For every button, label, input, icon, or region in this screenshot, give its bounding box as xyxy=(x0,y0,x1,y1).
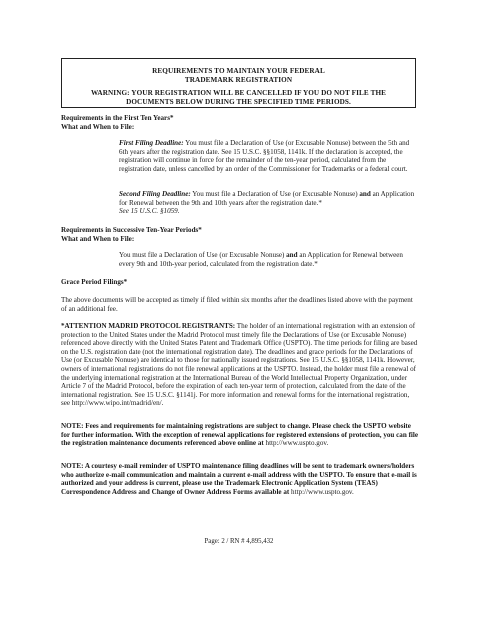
madrid-text: The holder of an international registration with an extension of protection to the United States under the Madrid Protocol must timely file the Declarations of Use (or Excusable Nonuse) referenced above directly with the United States Patent and Trademark Office (USPTO). The time periods for filing are based on the U.S. registration date (not the international registration date). The deadlines and grace periods for the Declarations of Use (or Excusable Nonuse) are identical to those for nationally issued registrations. See 15 U.S.C. §§1058, 1141k. However, owners of international registrations do not file renewal applications at the USPTO. Instead, the holder must file a renewal of the underlying international registration at the International Bureau of the World Intellectual Property Organization, under Article 7 of the Madrid Protocol, before the expiration of each ten-year term of protection, calculated from the date of the international registration. See 15 U.S.C. §1141j. For more information and renewal forms for the international registration, see http://www.wipo.int/madrid/en/. xyxy=(61,322,418,408)
heading-what-when-1: What and When to File: xyxy=(61,122,135,131)
heading-what-when-2: What and When to File: xyxy=(61,234,135,243)
successive-and: and xyxy=(286,251,298,259)
grace-heading-block xyxy=(61,278,421,287)
successive-text-b: an Application for Renewal between every 9th and 10th-year period, calculated from the registration date.* xyxy=(119,251,403,268)
heading-successive: Requirements in Successive Ten-Year Periods* xyxy=(61,226,202,234)
warning-box xyxy=(61,58,416,108)
note-email-paragraph xyxy=(61,462,419,496)
heading-grace: Grace Period Filings* xyxy=(61,278,128,286)
second-filing-text-b: an Application for Renewal between the 9th and 10th years after the registration date.* xyxy=(119,190,415,207)
grace-paragraph: The above documents will be accepted as timely if filed within six months after the deadlines listed above with the payment of an additional fee. xyxy=(61,296,413,313)
note-fees-paragraph xyxy=(61,422,419,448)
page-footer: Page: 2 / RN # 4,895,432 xyxy=(204,538,274,545)
successive-text-a: You must file a Declaration of Use (or Excusable Nonuse) xyxy=(119,251,287,259)
note-fees-text: NOTE: Fees and requirements for maintaining registrations are subject to change. Please check the USPTO website for further information. With the exception of renewal applications for registered extensions of protection, you can file the registration maintenance documents referenced above online at xyxy=(61,422,419,448)
heading-first-ten-years: Requirements in the First Ten Years* xyxy=(61,114,174,122)
first-filing-label: First Filing Deadline: xyxy=(119,139,184,147)
box-title-line1: REQUIREMENTS TO MAINTAIN YOUR FEDERAL xyxy=(152,67,325,75)
second-filing-paragraph xyxy=(119,190,419,216)
first-filing-paragraph xyxy=(119,139,419,173)
note-fees-link[interactable]: http://www.uspto.gov. xyxy=(265,439,329,448)
box-warning-line1: WARNING: YOUR REGISTRATION WILL BE CANCELLED IF YOU DO NOT FILE THE xyxy=(90,89,387,97)
second-filing-text-a: You must file a Declaration of Use (or Excusable Nonuse) xyxy=(190,190,360,198)
box-title-line2: TRADEMARK REGISTRATION xyxy=(184,76,293,84)
second-filing-label: Second Filing Deadline: xyxy=(119,190,191,198)
second-filing-cite: See 15 U.S.C. §1059. xyxy=(119,207,180,216)
section-first-ten-years-heading xyxy=(61,114,421,131)
box-warning-line2: DOCUMENTS BELOW DURING THE SPECIFIED TIME PERIODS. xyxy=(126,98,351,106)
madrid-paragraph xyxy=(61,322,419,408)
note-email-text: NOTE: A courtesy e-mail reminder of USPTO maintenance filing deadlines will be sent to trademark owners/holders who authorize e-mail communication and maintain a current e-mail address with the USPTO. To ensure that e-mail is authorized and your address is current, please use the Trademark Electronic Application System (TEAS) Correspondence Address and Change of Owner Address Forms available at xyxy=(61,462,417,496)
note-email-link[interactable]: http://www.uspto.gov. xyxy=(291,487,354,496)
section-successive-heading xyxy=(61,226,421,243)
madrid-label: *ATTENTION MADRID PROTOCOL REGISTRANTS: xyxy=(61,322,236,330)
first-filing-text: You must file a Declaration of Use (or Excusable Nonuse) between the 5th and 6th years after the registration date. See 15 U.S.C. §§1058, 1141k. If the declaration is accepted, the registration will continue in force for the remainder of the ten-year period, calculated from the registration date, unless cancelled by an order of the Commissioner for Trademarks or a federal court. xyxy=(119,139,410,173)
second-filing-and: and xyxy=(359,190,371,198)
successive-paragraph xyxy=(119,251,419,268)
